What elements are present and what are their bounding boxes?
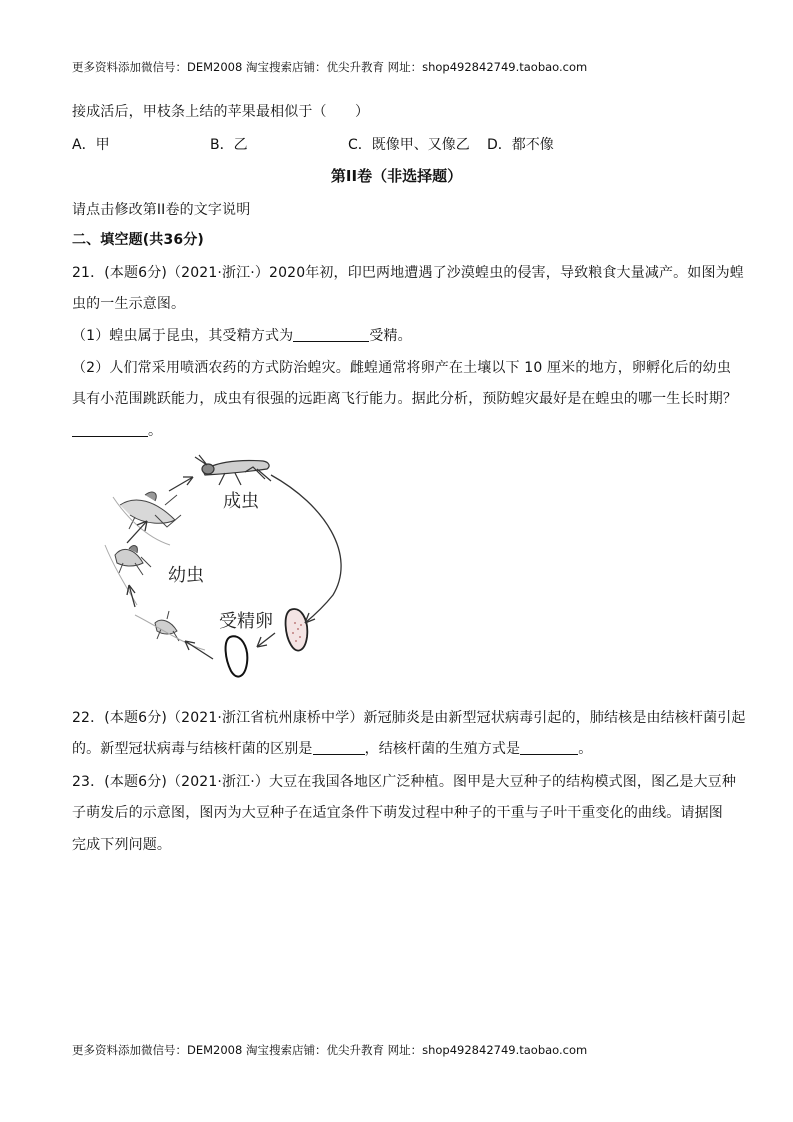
question-23-line1: 23．(本题6分)（2021·浙江·）大豆在我国各地区广泛种植。图甲是大豆种子的结构模式图，图乙是大豆种 <box>72 774 736 790</box>
section-heading: 二、填空题(共36分) <box>72 232 204 248</box>
part-ii-note: 请点击修改第II卷的文字说明 <box>72 202 251 218</box>
sub2-end: 。 <box>148 423 163 439</box>
page-footer: 更多资料添加微信号：DEM2008 淘宝搜索店铺：优尖升教育 网址：shop492842749.taobao.com <box>72 1043 588 1057</box>
question-23-line2: 子萌发后的示意图，图丙为大豆种子在适宜条件下萌发过程中种子的干重与子叶干重变化的曲线。请据图 <box>72 805 723 821</box>
nymph-large-illustration <box>113 492 181 545</box>
arrow-adult-to-egg <box>271 475 341 623</box>
question-21-sub2-line2: 具有小范围跳跃能力，成虫有很强的远距离飞行能力。据此分析，预防蝗灾最好是在蝗虫的哪一生长时期？ <box>72 391 738 407</box>
answer-blank-reproduction[interactable] <box>520 740 578 755</box>
option-b: B．乙 <box>210 137 248 153</box>
question-21-line2: 虫的一生示意图。 <box>72 296 186 312</box>
question-21-line1: 21．(本题6分)（2021·浙江·）2020年初，印巴两地遭遇了沙漠蝗虫的侵害，导致粮食大量减产。如图为蝗 <box>72 265 744 281</box>
label-adult: 成虫 <box>223 491 259 512</box>
arrow-egg-to-nymph <box>185 641 213 659</box>
sub1-suffix: 受精。 <box>369 328 412 344</box>
question-21-sub2-line3 <box>72 420 162 440</box>
nymph-medium-illustration <box>105 545 151 605</box>
locust-life-cycle-figure <box>95 445 355 695</box>
label-nymph: 幼虫 <box>168 565 204 586</box>
part-ii-title: 第II卷（非选择题） <box>330 167 463 185</box>
question-20-stem-end: 接成活后，甲枝条上结的苹果最相似于（ ） <box>72 104 370 120</box>
page-header: 更多资料添加微信号：DEM2008 淘宝搜索店铺：优尖升教育 网址：shop492842749.taobao.com <box>72 60 588 74</box>
q22-text-c: 。 <box>578 741 593 757</box>
egg-empty-illustration <box>226 636 248 676</box>
option-d: D．都不像 <box>487 137 554 153</box>
question-22-line2 <box>72 738 592 758</box>
q22-text-a: 的。新型冠状病毒与结核杆菌的区别是 <box>72 741 313 757</box>
adult-locust-illustration <box>195 455 271 485</box>
fertilized-egg-illustration <box>286 609 308 651</box>
answer-blank-difference[interactable] <box>313 740 365 755</box>
option-a: A．甲 <box>72 137 110 153</box>
arrow-nymph-to-adult <box>169 477 193 491</box>
answer-blank-stage[interactable] <box>72 422 148 437</box>
question-21-sub2-line1: （2）人们常采用喷洒农药的方式防治蝗灾。雌蝗通常将卵产在土壤以下 10 厘米的地方，卵孵化后的幼虫 <box>72 360 731 376</box>
answer-blank-fertilization[interactable] <box>293 327 369 342</box>
sub1-prefix: （1）蝗虫属于昆虫，其受精方式为 <box>72 328 294 344</box>
question-21-sub1 <box>72 325 412 345</box>
nymph-small-illustration <box>135 611 205 650</box>
question-23-line3: 完成下列问题。 <box>72 837 172 853</box>
q22-text-b: ，结核杆菌的生殖方式是 <box>364 741 521 757</box>
question-22-line1: 22．(本题6分)（2021·浙江省杭州康桥中学）新冠肺炎是由新型冠状病毒引起的，肺结核是由结核杆菌引起 <box>72 710 746 726</box>
option-c: C．既像甲、又像乙 <box>348 137 470 153</box>
label-fertilized-egg: 受精卵 <box>219 611 273 632</box>
